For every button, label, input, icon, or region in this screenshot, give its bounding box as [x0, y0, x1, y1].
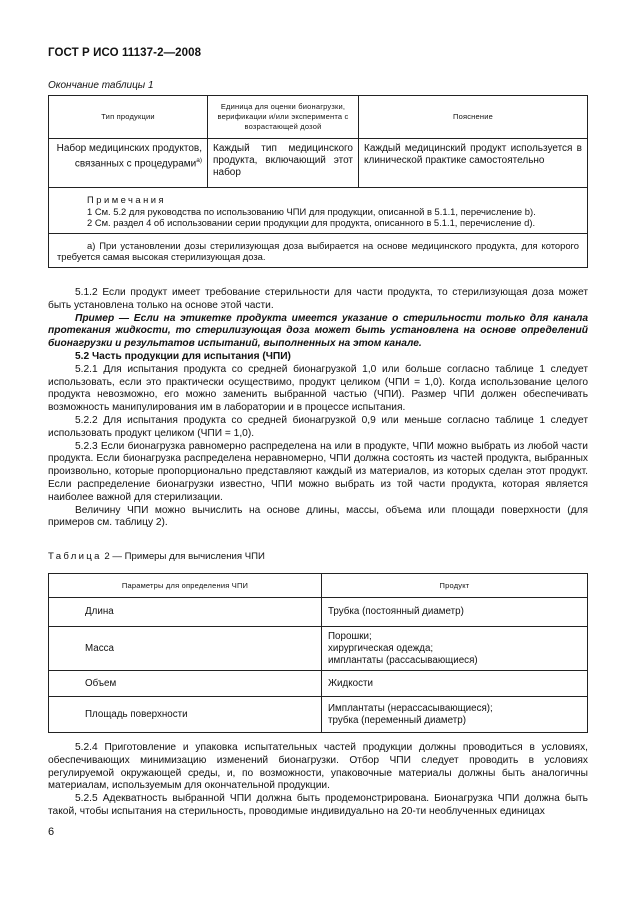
table2-caption-text: 2 — Примеры для вычисления ЧПИ: [104, 551, 265, 562]
notes-title: Примечания: [87, 194, 167, 205]
table1: [48, 95, 588, 268]
product-line: Порошки;: [328, 630, 372, 642]
document-header: ГОСТ Р ИСО 11137-2—2008: [48, 47, 202, 59]
table1-header-explanation: Пояснение: [359, 96, 588, 139]
table-row: [49, 671, 588, 697]
note-item: 2 См. раздел 4 об использовании серии продукции для продукта, описанного в 5.1.1, перечисление d).: [87, 217, 536, 228]
table2-header-param: Параметры для определения ЧПИ: [49, 574, 322, 598]
table2-param-cell: Длина: [49, 598, 322, 627]
table2-header-product: Продукт: [322, 574, 588, 598]
table1-cell-product-type: [49, 139, 208, 188]
table1-header-product-type: Тип продукции: [49, 96, 208, 139]
table2-product-cell: [322, 598, 588, 627]
paragraph-5-2-2: 5.2.2 Для испытания продукта со средней бионагрузкой 0,9 или меньше согласно таблице 1 следует использовать продукт целиком (ЧПИ = 1,0).: [48, 414, 588, 439]
table1-cell-product-type-text: Набор медицинских продуктов, связанных с процедурами: [56, 143, 202, 170]
table2: [48, 573, 588, 733]
table2-param-cell: Масса: [49, 627, 322, 671]
table-row: [49, 598, 588, 627]
table2-product-cell: [322, 627, 588, 671]
table1-header-unit: Единица для оценки бионагрузки, верификации и/или эксперимента с возрастающей дозой: [208, 96, 359, 139]
table2-caption-word: Таблица: [48, 551, 102, 562]
paragraph-5-2-5: 5.2.5 Адекватность выбранной ЧПИ должна быть продемонстрирована. Бионагрузка ЧПИ должна быть такой, чтобы испытания на стерильность, проводимые индивидуально на 20-ти необлученных единицах: [48, 793, 588, 817]
table2-param-cell: Объем: [49, 671, 322, 697]
product-line: Трубка (постоянный диаметр): [328, 606, 464, 617]
footnote-marker: а): [196, 157, 202, 164]
table1-cell-explanation: Каждый медицинский продукт используется в клинической практике самостоятельно: [359, 139, 588, 188]
table1-header-row: [49, 96, 588, 139]
paragraph-5-2-4: 5.2.4 Приготовление и упаковка испытательных частей продукции должны проводиться в условиях, обеспечивающих минимизацию изменений бионагрузки. Отбор ЧПИ следует проводить в условиях регулируемой окружающей среды, и, по возможности, упаковочные материалы должны быть аналогичны материалам, используемым для окончательной продукции.: [48, 742, 588, 792]
table1-caption: Окончание таблицы 1: [48, 80, 154, 91]
table1-footnote: а) При установлении дозы стерилизующая доза выбирается на основе медицинского продукта, для которого требуется самая высокая стерилизующая доза.: [49, 233, 588, 267]
note-item: 1 См. 5.2 для руководства по использованию ЧПИ для продукции, описанной в 5.1.1, перечисление b).: [87, 205, 536, 217]
table2-product-cell: [322, 697, 588, 733]
table2-header-row: [49, 574, 588, 598]
table-row: [49, 627, 588, 671]
product-line: Имплантаты (нерассасывающиеся);: [328, 702, 493, 714]
table-row: [49, 697, 588, 733]
table2-product-cell: [322, 671, 588, 697]
table1-notes: [49, 188, 588, 234]
table1-row: [49, 139, 588, 188]
paragraph-5-2-1: 5.2.1 Для испытания продукта со средней бионагрузкой 1,0 или больше согласно таблице 1 следует использовать, если это практически осуществимо, продукт целиком (ЧПИ = 1,0). Когда использование целого продукта невозможно, его можно заменить выбранной частью (ЧПИ). Размер ЧПИ должен обеспечивать возможность манипулирования им в лаборатории и в процессе испытания.: [48, 363, 588, 414]
product-line: трубка (переменный диаметр): [328, 714, 466, 726]
product-line: хирургическая одежда;: [328, 642, 434, 654]
product-line: Жидкости: [328, 677, 373, 689]
body-text-continued: [48, 742, 588, 819]
body-text: [48, 287, 588, 530]
product-line: имплантаты (рассасывающиеся): [328, 654, 478, 666]
example-paragraph: Пример — Если на этикетке продукта имеется указание о стерильности только для канала протекания жидкости, то стерилизующая доза может быть установлена на основе определений бионагрузки и результатов испытаний, выполненных на этом канале.: [48, 312, 588, 350]
section-heading-5-2: 5.2 Часть продукции для испытания (ЧПИ): [75, 350, 291, 362]
paragraph-5-2-3: 5.2.3 Если бионагрузка равномерно распределена на или в продукте, ЧПИ можно выбрать из любой части продукта. Если бионагрузка распределена неравномерно, ЧПИ должна состоять из частей продукта, выбранных произвольно, которые пропорционально представляют каждый из материалов, из которых сделан этот продукт. Если распределение бионагрузки известно, ЧПИ можно выбрать из той части продукта, которая является наиболее важной для стерилизации.: [48, 440, 588, 503]
table1-footnote-row: [49, 233, 588, 267]
table1-cell-unit: Каждый тип медицинского продукта, включающий этот набор: [208, 139, 359, 188]
paragraph-chpi-calc: Величину ЧПИ можно вычислить на основе длины, массы, объема или площади поверхности (для примеров см. таблицу 2).: [48, 504, 588, 529]
page-number: 6: [48, 826, 55, 838]
table1-notes-row: [49, 188, 588, 234]
table2-caption: [48, 551, 265, 562]
paragraph-5-1-2: 5.1.2 Если продукт имеет требование стерильности для части продукта, то стерилизующая доза может быть установлена только на основе этой части.: [48, 287, 588, 311]
table2-param-cell: Площадь поверхности: [49, 697, 322, 733]
